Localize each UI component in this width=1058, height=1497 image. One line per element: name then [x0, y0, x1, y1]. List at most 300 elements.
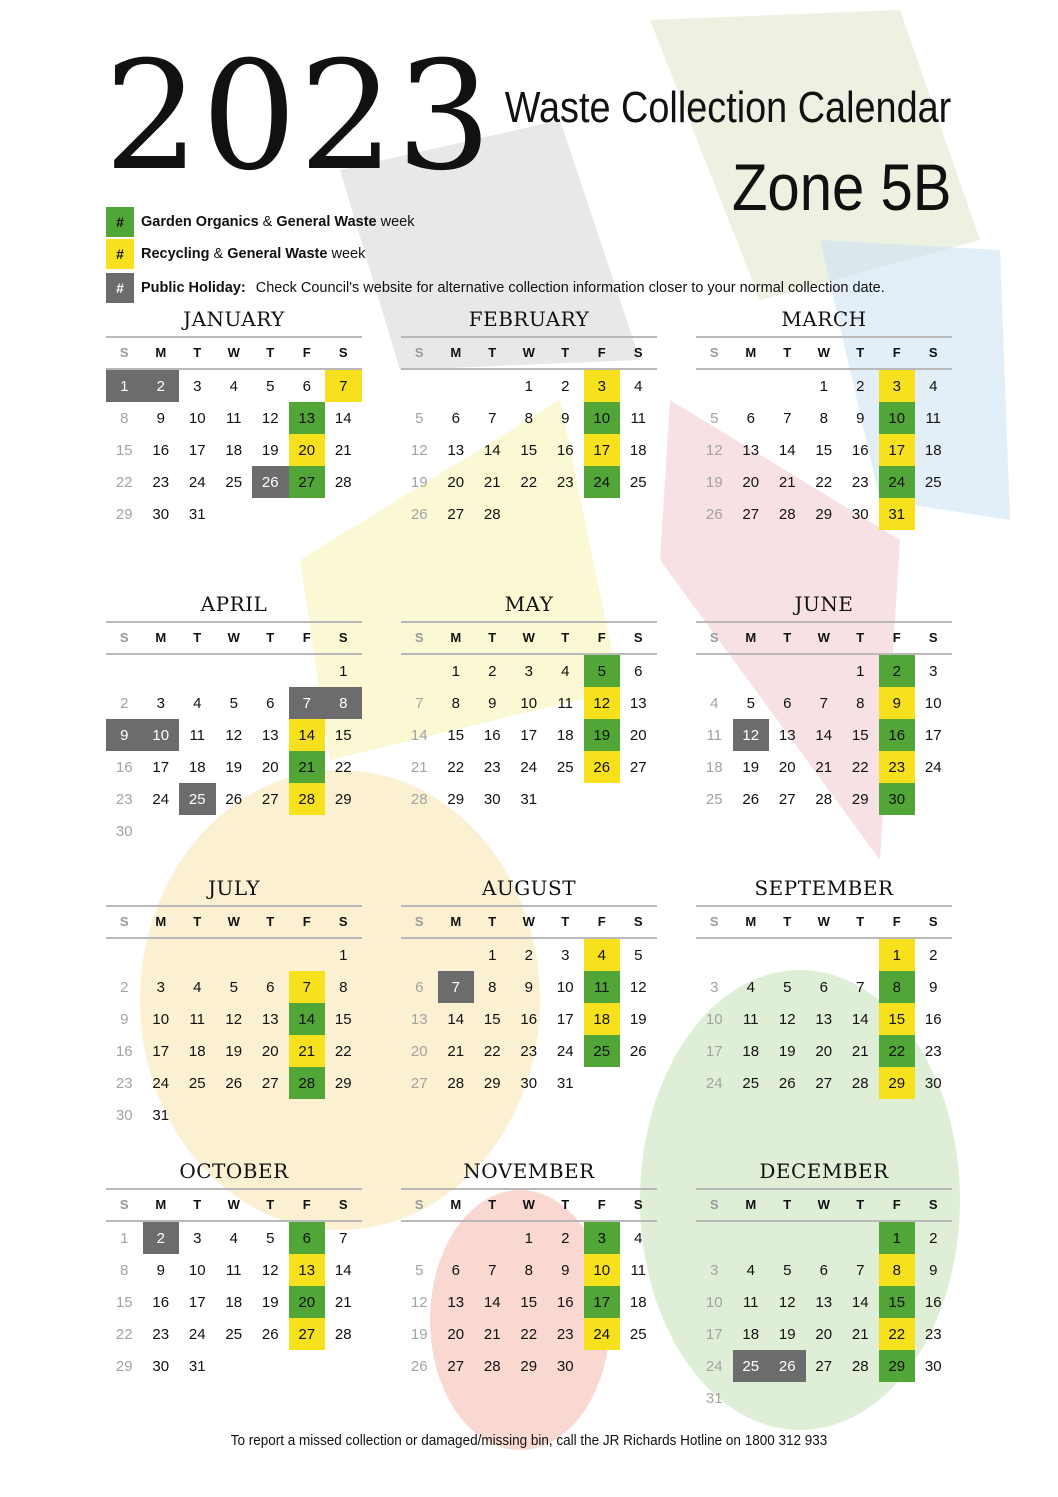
day-cell: 9 — [156, 1261, 165, 1279]
day-cell: 8 — [120, 409, 129, 427]
day-cell: 14 — [851, 1010, 869, 1028]
day-cell: 31 — [188, 1357, 206, 1375]
day-cell: 26 — [629, 1042, 647, 1060]
month-name: NOVEMBER — [463, 1159, 595, 1183]
day-cell: 23 — [152, 1325, 170, 1343]
weekday-header — [106, 338, 362, 368]
day-cell: 30 — [115, 1106, 133, 1124]
weekday-header — [106, 1190, 362, 1220]
weekday-label: M — [450, 345, 462, 360]
green-swatch: # — [106, 207, 134, 237]
month-october — [106, 1158, 362, 1382]
day-cell: 4 — [746, 978, 755, 996]
empty-cell — [733, 655, 770, 687]
weekday-label: M — [155, 630, 167, 645]
weekday-header — [401, 1190, 657, 1220]
day-cell: 1 — [879, 1222, 916, 1254]
day-cell: 29 — [447, 790, 465, 808]
empty-cell — [696, 370, 733, 402]
day-cell: 22 — [334, 1042, 352, 1060]
weekday-label: M — [745, 914, 757, 929]
weekday-label: W — [817, 1197, 830, 1212]
day-cell: 18 — [188, 1042, 206, 1060]
day-cell: 4 — [229, 1229, 238, 1247]
day-cell: 22 — [815, 473, 833, 491]
day-cell: 26 — [705, 505, 723, 523]
day-cell: 21 — [483, 473, 501, 491]
day-cell: 7 — [488, 409, 497, 427]
empty-cell — [842, 939, 879, 971]
day-cell: 21 — [778, 473, 796, 491]
weekday-label: T — [266, 914, 275, 929]
day-cell: 21 — [410, 758, 428, 776]
weekday-label: S — [414, 1197, 424, 1212]
day-cell: 28 — [483, 1357, 501, 1375]
day-cell: 27 — [742, 505, 760, 523]
day-cell: 13 — [261, 726, 279, 744]
day-cell: 31 — [520, 790, 538, 808]
weekday-label: F — [892, 345, 901, 360]
day-cell: 15 — [815, 441, 833, 459]
day-cell: 14 — [815, 726, 833, 744]
day-cell: 31 — [705, 1389, 723, 1407]
month-may — [401, 591, 657, 815]
day-cell: 5 — [584, 655, 621, 687]
day-cell: 26 — [410, 1357, 428, 1375]
empty-cell — [769, 939, 806, 971]
empty-cell — [438, 939, 475, 971]
weekday-label: S — [928, 1197, 938, 1212]
day-cell: 22 — [115, 1325, 133, 1343]
day-cell: 5 — [266, 1229, 275, 1247]
day-cell: 25 — [924, 473, 942, 491]
day-cell: 19 — [742, 758, 760, 776]
day-cell: 27 — [261, 790, 279, 808]
empty-cell — [769, 370, 806, 402]
day-cell: 24 — [556, 1042, 574, 1060]
day-cell: 1 — [339, 946, 348, 964]
day-cell: 7 — [325, 370, 362, 402]
day-cell: 7 — [488, 1261, 497, 1279]
weekday-label: S — [633, 630, 643, 645]
day-cell: 16 — [556, 441, 574, 459]
day-grid — [696, 655, 952, 815]
calendar-year: 2023 — [104, 30, 494, 204]
day-cell: 26 — [252, 466, 289, 498]
empty-cell — [806, 939, 843, 971]
day-cell: 15 — [334, 726, 352, 744]
day-cell: 17 — [924, 726, 942, 744]
day-cell: 19 — [261, 441, 279, 459]
day-cell: 30 — [152, 505, 170, 523]
day-cell: 15 — [115, 441, 133, 459]
day-cell: 5 — [229, 694, 238, 712]
yellow-swatch: # — [106, 239, 134, 269]
day-cell: 12 — [778, 1010, 796, 1028]
month-november — [401, 1158, 657, 1382]
day-cell: 2 — [561, 377, 570, 395]
day-cell: 8 — [120, 1261, 129, 1279]
day-cell: 15 — [520, 441, 538, 459]
day-cell: 27 — [447, 505, 465, 523]
day-cell: 3 — [929, 662, 938, 680]
weekday-label: W — [227, 1197, 240, 1212]
empty-cell — [401, 655, 438, 687]
day-cell: 26 — [410, 505, 428, 523]
day-cell: 10 — [584, 1254, 621, 1286]
day-cell: 28 — [483, 505, 501, 523]
day-cell: 15 — [483, 1010, 501, 1028]
day-cell: 23 — [115, 1074, 133, 1092]
day-cell: 2 — [143, 370, 180, 402]
day-cell: 3 — [156, 694, 165, 712]
weekday-label: S — [633, 1197, 643, 1212]
weekday-header — [401, 623, 657, 653]
day-cell: 14 — [483, 441, 501, 459]
empty-cell — [806, 1222, 843, 1254]
day-cell: 5 — [415, 1261, 424, 1279]
day-cell: 21 — [851, 1325, 869, 1343]
day-cell: 13 — [447, 1293, 465, 1311]
day-cell: 23 — [924, 1042, 942, 1060]
day-cell: 6 — [819, 978, 828, 996]
day-cell: 28 — [334, 1325, 352, 1343]
calendar-title: Waste Collection Calendar — [504, 83, 951, 132]
day-cell: 17 — [152, 1042, 170, 1060]
day-cell: 26 — [742, 790, 760, 808]
day-cell: 30 — [152, 1357, 170, 1375]
day-cell: 1 — [879, 939, 916, 971]
day-cell: 6 — [634, 662, 643, 680]
day-cell: 28 — [447, 1074, 465, 1092]
day-cell: 22 — [879, 1035, 916, 1067]
day-cell: 28 — [289, 783, 326, 815]
day-cell: 11 — [584, 971, 621, 1003]
day-cell: 9 — [561, 409, 570, 427]
day-cell: 7 — [783, 409, 792, 427]
day-cell: 14 — [410, 726, 428, 744]
day-cell: 20 — [447, 1325, 465, 1343]
day-cell: 19 — [778, 1042, 796, 1060]
day-cell: 11 — [630, 1261, 647, 1279]
weekday-label: S — [928, 630, 938, 645]
weekday-label: F — [597, 630, 606, 645]
weekday-header — [696, 1190, 952, 1220]
day-cell: 16 — [115, 758, 133, 776]
day-cell: 24 — [705, 1357, 723, 1375]
day-cell: 10 — [705, 1293, 723, 1311]
weekday-label: W — [817, 914, 830, 929]
day-cell: 18 — [629, 441, 647, 459]
day-cell: 22 — [334, 758, 352, 776]
day-cell: 5 — [266, 377, 275, 395]
day-cell: 21 — [334, 1293, 352, 1311]
day-cell: 13 — [815, 1010, 833, 1028]
zone-label: Zone 5B — [731, 150, 951, 224]
day-cell: 11 — [225, 409, 242, 427]
day-cell: 24 — [520, 758, 538, 776]
empty-cell — [733, 1222, 770, 1254]
weekday-label: T — [193, 914, 202, 929]
day-cell: 2 — [488, 662, 497, 680]
day-cell: 6 — [415, 978, 424, 996]
day-cell: 8 — [879, 1254, 916, 1286]
empty-cell — [143, 655, 180, 687]
empty-cell — [438, 1222, 475, 1254]
day-cell: 29 — [483, 1074, 501, 1092]
day-cell: 13 — [629, 694, 647, 712]
weekday-label: W — [817, 630, 830, 645]
weekday-label: F — [892, 630, 901, 645]
day-cell: 10 — [556, 978, 574, 996]
weekday-label: S — [414, 914, 424, 929]
day-cell: 11 — [225, 1261, 242, 1279]
day-cell: 7 — [415, 694, 424, 712]
day-cell: 1 — [106, 370, 143, 402]
weekday-label: S — [633, 345, 643, 360]
day-cell: 19 — [261, 1293, 279, 1311]
day-cell: 3 — [584, 1222, 621, 1254]
day-cell: 13 — [289, 1254, 326, 1286]
day-cell: 13 — [261, 1010, 279, 1028]
day-cell: 9 — [156, 409, 165, 427]
day-cell: 17 — [584, 434, 621, 466]
weekday-label: T — [856, 914, 865, 929]
day-cell: 16 — [152, 441, 170, 459]
day-cell: 9 — [879, 687, 916, 719]
month-name: OCTOBER — [179, 1159, 289, 1183]
day-cell: 15 — [334, 1010, 352, 1028]
day-cell: 21 — [289, 751, 326, 783]
day-cell: 20 — [410, 1042, 428, 1060]
day-cell: 12 — [705, 441, 723, 459]
day-cell: 13 — [289, 402, 326, 434]
day-cell: 4 — [193, 978, 202, 996]
empty-cell — [733, 939, 770, 971]
weekday-label: S — [928, 914, 938, 929]
day-grid — [401, 939, 657, 1099]
day-cell: 2 — [524, 946, 533, 964]
day-cell: 10 — [584, 402, 621, 434]
day-cell: 6 — [746, 409, 755, 427]
day-cell: 4 — [229, 377, 238, 395]
day-cell: 12 — [225, 726, 243, 744]
day-cell: 27 — [289, 1318, 326, 1350]
month-january — [106, 306, 362, 530]
day-cell: 26 — [225, 790, 243, 808]
day-cell: 21 — [289, 1035, 326, 1067]
day-cell: 4 — [634, 377, 643, 395]
day-cell: 16 — [556, 1293, 574, 1311]
day-cell: 18 — [924, 441, 942, 459]
day-cell: 4 — [929, 377, 938, 395]
day-cell: 1 — [120, 1229, 129, 1247]
day-cell: 13 — [778, 726, 796, 744]
day-cell: 8 — [339, 978, 348, 996]
day-cell: 19 — [410, 1325, 428, 1343]
day-cell: 23 — [924, 1325, 942, 1343]
day-cell: 19 — [629, 1010, 647, 1028]
weekday-label: M — [745, 1197, 757, 1212]
day-cell: 18 — [705, 758, 723, 776]
day-cell: 16 — [520, 1010, 538, 1028]
day-cell: 5 — [746, 694, 755, 712]
day-cell: 25 — [733, 1350, 770, 1382]
day-cell: 19 — [705, 473, 723, 491]
day-cell: 5 — [710, 409, 719, 427]
day-cell: 30 — [924, 1074, 942, 1092]
day-cell: 4 — [710, 694, 719, 712]
day-cell: 14 — [289, 1003, 326, 1035]
weekday-label: S — [709, 914, 719, 929]
weekday-label: S — [338, 345, 348, 360]
day-cell: 13 — [742, 441, 760, 459]
day-cell: 2 — [120, 978, 129, 996]
legend-holiday — [106, 273, 885, 303]
day-cell: 11 — [557, 694, 574, 712]
day-cell: 16 — [879, 719, 916, 751]
day-cell: 31 — [152, 1106, 170, 1124]
weekday-label: T — [561, 630, 570, 645]
weekday-label: T — [193, 345, 202, 360]
day-cell: 8 — [524, 1261, 533, 1279]
weekday-label: F — [597, 914, 606, 929]
day-cell: 1 — [488, 946, 497, 964]
day-cell: 26 — [769, 1350, 806, 1382]
legend-yellow-text: Recycling & General Waste week — [141, 246, 366, 262]
day-cell: 10 — [705, 1010, 723, 1028]
month-september — [696, 875, 952, 1099]
month-name: SEPTEMBER — [754, 876, 894, 900]
day-cell: 26 — [261, 1325, 279, 1343]
weekday-label: T — [783, 914, 792, 929]
day-cell: 12 — [261, 1261, 279, 1279]
day-cell: 30 — [520, 1074, 538, 1092]
day-cell: 29 — [334, 790, 352, 808]
day-cell: 11 — [706, 726, 723, 744]
day-cell: 12 — [410, 1293, 428, 1311]
day-cell: 20 — [289, 434, 326, 466]
weekday-label: M — [450, 630, 462, 645]
day-cell: 3 — [710, 978, 719, 996]
month-name: JANUARY — [183, 307, 285, 331]
day-cell: 30 — [483, 790, 501, 808]
day-cell: 11 — [189, 726, 206, 744]
day-cell: 26 — [225, 1074, 243, 1092]
empty-cell — [216, 655, 253, 687]
day-cell: 17 — [556, 1010, 574, 1028]
day-cell: 17 — [188, 1293, 206, 1311]
day-cell: 6 — [266, 694, 275, 712]
day-cell: 8 — [856, 694, 865, 712]
holiday-swatch: # — [106, 273, 134, 303]
day-cell: 18 — [225, 441, 243, 459]
empty-cell — [106, 939, 143, 971]
weekday-label: T — [266, 630, 275, 645]
day-cell: 2 — [856, 377, 865, 395]
day-grid — [696, 370, 952, 530]
day-cell: 12 — [261, 409, 279, 427]
day-cell: 10 — [152, 1010, 170, 1028]
day-cell: 30 — [879, 783, 916, 815]
weekday-label: S — [119, 914, 129, 929]
day-cell: 25 — [188, 1074, 206, 1092]
month-name: JULY — [207, 876, 261, 900]
weekday-header — [696, 623, 952, 653]
day-cell: 15 — [879, 1286, 916, 1318]
weekday-label: W — [227, 914, 240, 929]
day-cell: 4 — [193, 694, 202, 712]
weekday-header — [696, 907, 952, 937]
day-cell: 27 — [815, 1074, 833, 1092]
day-cell: 28 — [289, 1067, 326, 1099]
weekday-label: M — [155, 914, 167, 929]
day-cell: 8 — [325, 687, 362, 719]
empty-cell — [401, 1222, 438, 1254]
day-cell: 17 — [705, 1325, 723, 1343]
legend-holiday-text: Public Holiday: — [141, 280, 246, 296]
day-cell: 7 — [289, 971, 326, 1003]
day-cell: 20 — [742, 473, 760, 491]
day-cell: 7 — [856, 978, 865, 996]
day-cell: 25 — [179, 783, 216, 815]
empty-cell — [842, 1222, 879, 1254]
month-name: FEBRUARY — [468, 307, 590, 331]
day-cell: 10 — [188, 409, 206, 427]
day-cell: 2 — [120, 694, 129, 712]
day-cell: 24 — [188, 1325, 206, 1343]
empty-cell — [106, 655, 143, 687]
day-cell: 24 — [879, 466, 916, 498]
day-cell: 22 — [879, 1318, 916, 1350]
weekday-label: M — [450, 914, 462, 929]
day-cell: 18 — [584, 1003, 621, 1035]
day-cell: 8 — [524, 409, 533, 427]
empty-cell — [696, 939, 733, 971]
day-cell: 5 — [229, 978, 238, 996]
weekday-header — [106, 907, 362, 937]
month-name: MAY — [504, 592, 554, 616]
day-cell: 6 — [819, 1261, 828, 1279]
day-cell: 14 — [289, 719, 326, 751]
day-grid — [106, 1222, 362, 1382]
day-cell: 17 — [520, 726, 538, 744]
day-cell: 9 — [106, 719, 143, 751]
day-cell: 20 — [778, 758, 796, 776]
weekday-label: W — [522, 914, 535, 929]
day-cell: 29 — [115, 1357, 133, 1375]
weekday-label: T — [561, 914, 570, 929]
day-cell: 22 — [520, 473, 538, 491]
day-cell: 4 — [746, 1261, 755, 1279]
day-cell: 28 — [410, 790, 428, 808]
day-cell: 18 — [629, 1293, 647, 1311]
weekday-label: S — [119, 1197, 129, 1212]
day-cell: 10 — [143, 719, 180, 751]
empty-cell — [806, 655, 843, 687]
empty-cell — [252, 939, 289, 971]
day-cell: 23 — [483, 758, 501, 776]
weekday-label: T — [488, 1197, 497, 1212]
weekday-label: W — [817, 345, 830, 360]
day-cell: 7 — [819, 694, 828, 712]
day-cell: 19 — [225, 758, 243, 776]
day-cell: 29 — [520, 1357, 538, 1375]
day-cell: 29 — [851, 790, 869, 808]
empty-cell — [733, 370, 770, 402]
day-cell: 8 — [488, 978, 497, 996]
day-cell: 31 — [879, 498, 916, 530]
